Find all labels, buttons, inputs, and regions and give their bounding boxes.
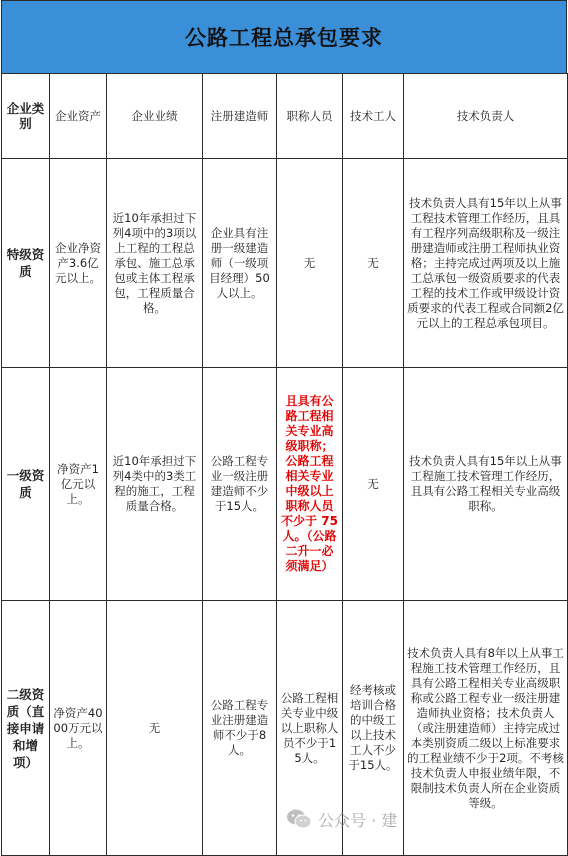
wechat-icon <box>286 808 312 830</box>
cell-builders: 公路工程专业注册建造师不少于8人。 <box>203 601 277 856</box>
cell-assets: 净资产4000万元以上。 <box>50 601 107 856</box>
title-bar <box>1 0 567 74</box>
cell-titled-staff-highlight: 且具有公路工程相关专业高级职称；公路工程相关专业中级以上职称人员不少于 75 人。（公路二升一必须满足） <box>277 368 343 601</box>
cell-performance: 近10年承担过下列4类中的3类工程的施工，工程质量合格。 <box>107 368 203 601</box>
cell-workers: 无 <box>343 159 404 368</box>
table-row <box>2 601 568 856</box>
cell-workers: 无 <box>343 368 404 601</box>
cell-workers: 经考核或培训合格的中级工以上技术工人不少于15人。 <box>343 601 404 856</box>
watermark-text: 公众号 · 建 <box>318 810 398 830</box>
cell-titled-staff: 无 <box>277 159 343 368</box>
table-row <box>2 368 568 601</box>
cell-category: 特级资质 <box>2 159 50 368</box>
header-tech-lead: 技术负责人 <box>404 74 568 159</box>
cell-tech-lead: 技术负责人具有8年以上从事工程施工技术管理工作经历，且具有公路工程相关专业高级职称或公路工程专业一级注册建造师执业资格；技术负责人（或注册建造师）主持完成过本类别资质二级以上标准要求的工程业绩不少于2项。不考核技术负责人申报业绩年限，不限制技术负责人所在企业资质等级。 <box>404 601 568 856</box>
header-assets: 企业资产 <box>50 74 107 159</box>
watermark <box>286 806 397 832</box>
header-performance: 企业业绩 <box>107 74 203 159</box>
requirements-table <box>1 73 568 856</box>
cell-tech-lead: 技术负责人具有15年以上从事工程技术管理工作经历，且具有工程序列高级职称及一级注册建造师或注册工程师执业资格；主持完成过两项及以上施工总承包一级资质要求的代表工程的技术工作或甲级设计资质要求的代表工程或合同额2亿元以上的工程总承包项目。 <box>404 159 568 368</box>
header-workers: 技术工人 <box>343 74 404 159</box>
cell-performance: 近10年承担过下列4项中的3项以上工程的工程总承包、施工总承包或主体工程承包，工程质量合格。 <box>107 159 203 368</box>
table-header-row <box>2 74 568 159</box>
header-titled-staff: 职称人员 <box>277 74 343 159</box>
header-category: 企业类别 <box>2 74 50 159</box>
cell-category: 一级资质 <box>2 368 50 601</box>
cell-assets: 企业净资产3.6亿元以上。 <box>50 159 107 368</box>
cell-titled-staff: 公路工程相关专业中级以上职称人员不少于15人。 <box>277 601 343 856</box>
header-builders: 注册建造师 <box>203 74 277 159</box>
table-row <box>2 159 568 368</box>
cell-tech-lead: 技术负责人具有15年以上从事工程施工技术管理工作经历，且具有公路工程相关专业高级职称。 <box>404 368 568 601</box>
cell-builders: 公路工程专业一级注册建造师不少于15人。 <box>203 368 277 601</box>
cell-builders: 企业具有注册一级建造师（一级项目经理）50人以上。 <box>203 159 277 368</box>
cell-category: 二级资质（直接申请和增项） <box>2 601 50 856</box>
cell-assets: 净资产1亿元以上。 <box>50 368 107 601</box>
page-title: 公路工程总承包要求 <box>185 25 383 50</box>
cell-performance: 无 <box>107 601 203 856</box>
